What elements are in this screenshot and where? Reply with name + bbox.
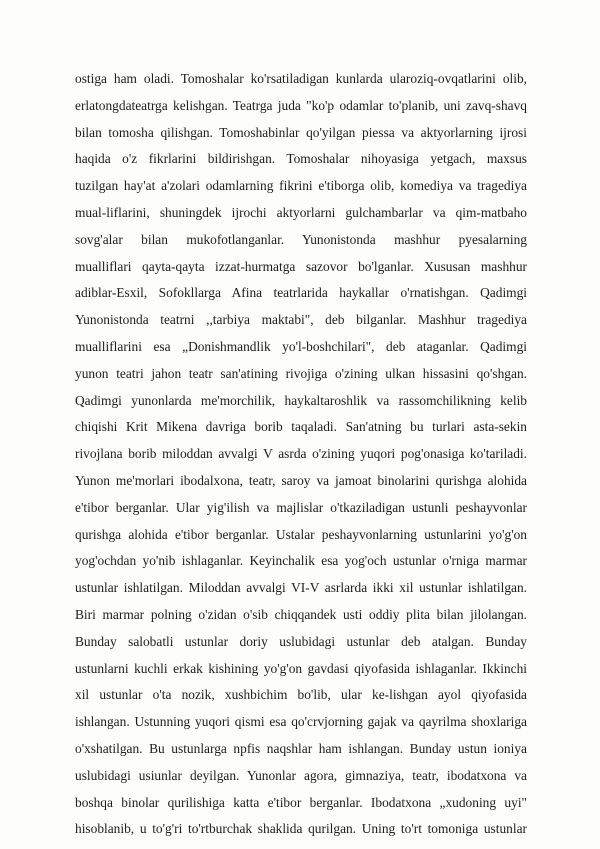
text-line: rivojlana borib miloddan avvalgi V asrda o'zining yuqori pog'onasiga ko'tariladi. [75, 446, 527, 462]
text-line: Biri marmar polning o'zidan o'sib chiqqandek usti oddiy plita bilan jilolangan. [75, 606, 527, 622]
text-line: mualliflarini esa „Donishmandlik yo'l-boshchilari", deb ataganlar. Qadimgi [75, 338, 527, 354]
text-line: hisoblanib, u to'g'ri to'rtburchak shaklida qurilgan. Uning to'rt tomoniga ustunlar [75, 821, 527, 837]
text-line: ustunlar ishlatilgan. Miloddan avvalgi VI-V asrlarda ikki xil ustunlar ishlatilgan. [75, 580, 527, 596]
text-line: tuzilgan hay'at a'zolari odamlarning fikrini e'tiborga olib, komediya va tragediya [75, 178, 527, 194]
text-line: mualliflari qayta-qayta izzat-hurmatga sazovor bo'lganlar. Xususan mashhur [75, 258, 527, 274]
text-line: yunon teatri jahon teatr san'atining rivojiga o'zining ulkan hissasini qo'shgan. [75, 365, 527, 381]
text-line: erlatongdateatrga kelishgan. Teatrga juda "ko'p odamlar to'planib, uni zavq-shavq [75, 97, 527, 113]
text-line: Qadimgi yunonlarda me'morchilik, haykaltaroshlik va rassomchilikning kelib [75, 392, 527, 408]
text-line: yog'ochdan yo'nib ishlaganlar. Keyinchalik esa yog'och ustunlar o'rniga marmar [75, 553, 527, 569]
body-text [75, 66, 527, 843]
text-line: Bunday salobatli ustunlar doriy uslubidagi ustunlar deb atalgan. Bunday [75, 633, 527, 649]
text-line: qurishga alohida e'tibor berganlar. Ustalar peshayvonlarning ustunlarini yo'g'on [75, 526, 527, 542]
text-line: sovg'alar bilan mukofotlanganlar. Yunonistonda mashhur pyesalarning [75, 231, 527, 247]
text-line: boshqa binolar qurilishiga katta e'tibor berganlar. Ibodatxona „xudoning uyi" [75, 794, 527, 810]
text-line: ostiga ham oladi. Tomoshalar ko'rsatiladigan kunlarda ularoziq-ovqatlarini olib, [75, 71, 527, 86]
text-line: Yunon me'morlari ibodalxona, teatr, saroy va jamoat binolarini qurishga alohida [75, 472, 527, 488]
text-line: chiqishi Krit Mikena davriga borib taqaladi. San'atning bu turlari asta-sekin [75, 419, 527, 435]
text-line: o'xshatilgan. Bu ustunlarga npfis naqshlar ham ishlangan. Bunday ustun ioniya [75, 740, 527, 756]
text-line: adiblar-Esxil, Sofokllarga Afina teatrlarida haykallar o'rnatishgan. Qadimgi [75, 285, 527, 301]
text-line: Yunonistonda teatrni ,,tarbiya maktabi", deb bilganlar. Mashhur tragediya [75, 312, 527, 328]
text-line: xil ustunlar o'ta nozik, xushbichim bo'lib, ular ke-lishgan ayol qiyofasida [75, 687, 527, 703]
text-line: mual-liflarini, shuningdek ijrochi aktyorlarni gulchambarlar va qim-matbaho [75, 204, 527, 220]
text-line: haqida o'z fikrlarini bildirishgan. Tomoshalar nihoyasiga yetgach, maxsus [75, 151, 527, 167]
text-line: ishlangan. Ustunning yuqori qismi esa qo'crvjorning gajak va qayrilma shoxlariga [75, 714, 527, 730]
text-line: ustunlarni kuchli erkak kishining yo'g'on gavdasi qiyofasida ishlaganlar. Ikkinchi [75, 660, 527, 676]
text-line: e'tibor berganlar. Ular yig'ilish va majlislar o'tkaziladigan ustunli peshayvonlar [75, 499, 527, 515]
text-line: bilan tomosha qilishgan. Tomoshabinlar qo'yilgan piessa va aktyorlarning ijrosi [75, 124, 527, 140]
text-line: uslubidagi usiunlar deyilgan. Yunonlar agora, gimnaziya, teatr, ibodatxona va [75, 767, 527, 783]
